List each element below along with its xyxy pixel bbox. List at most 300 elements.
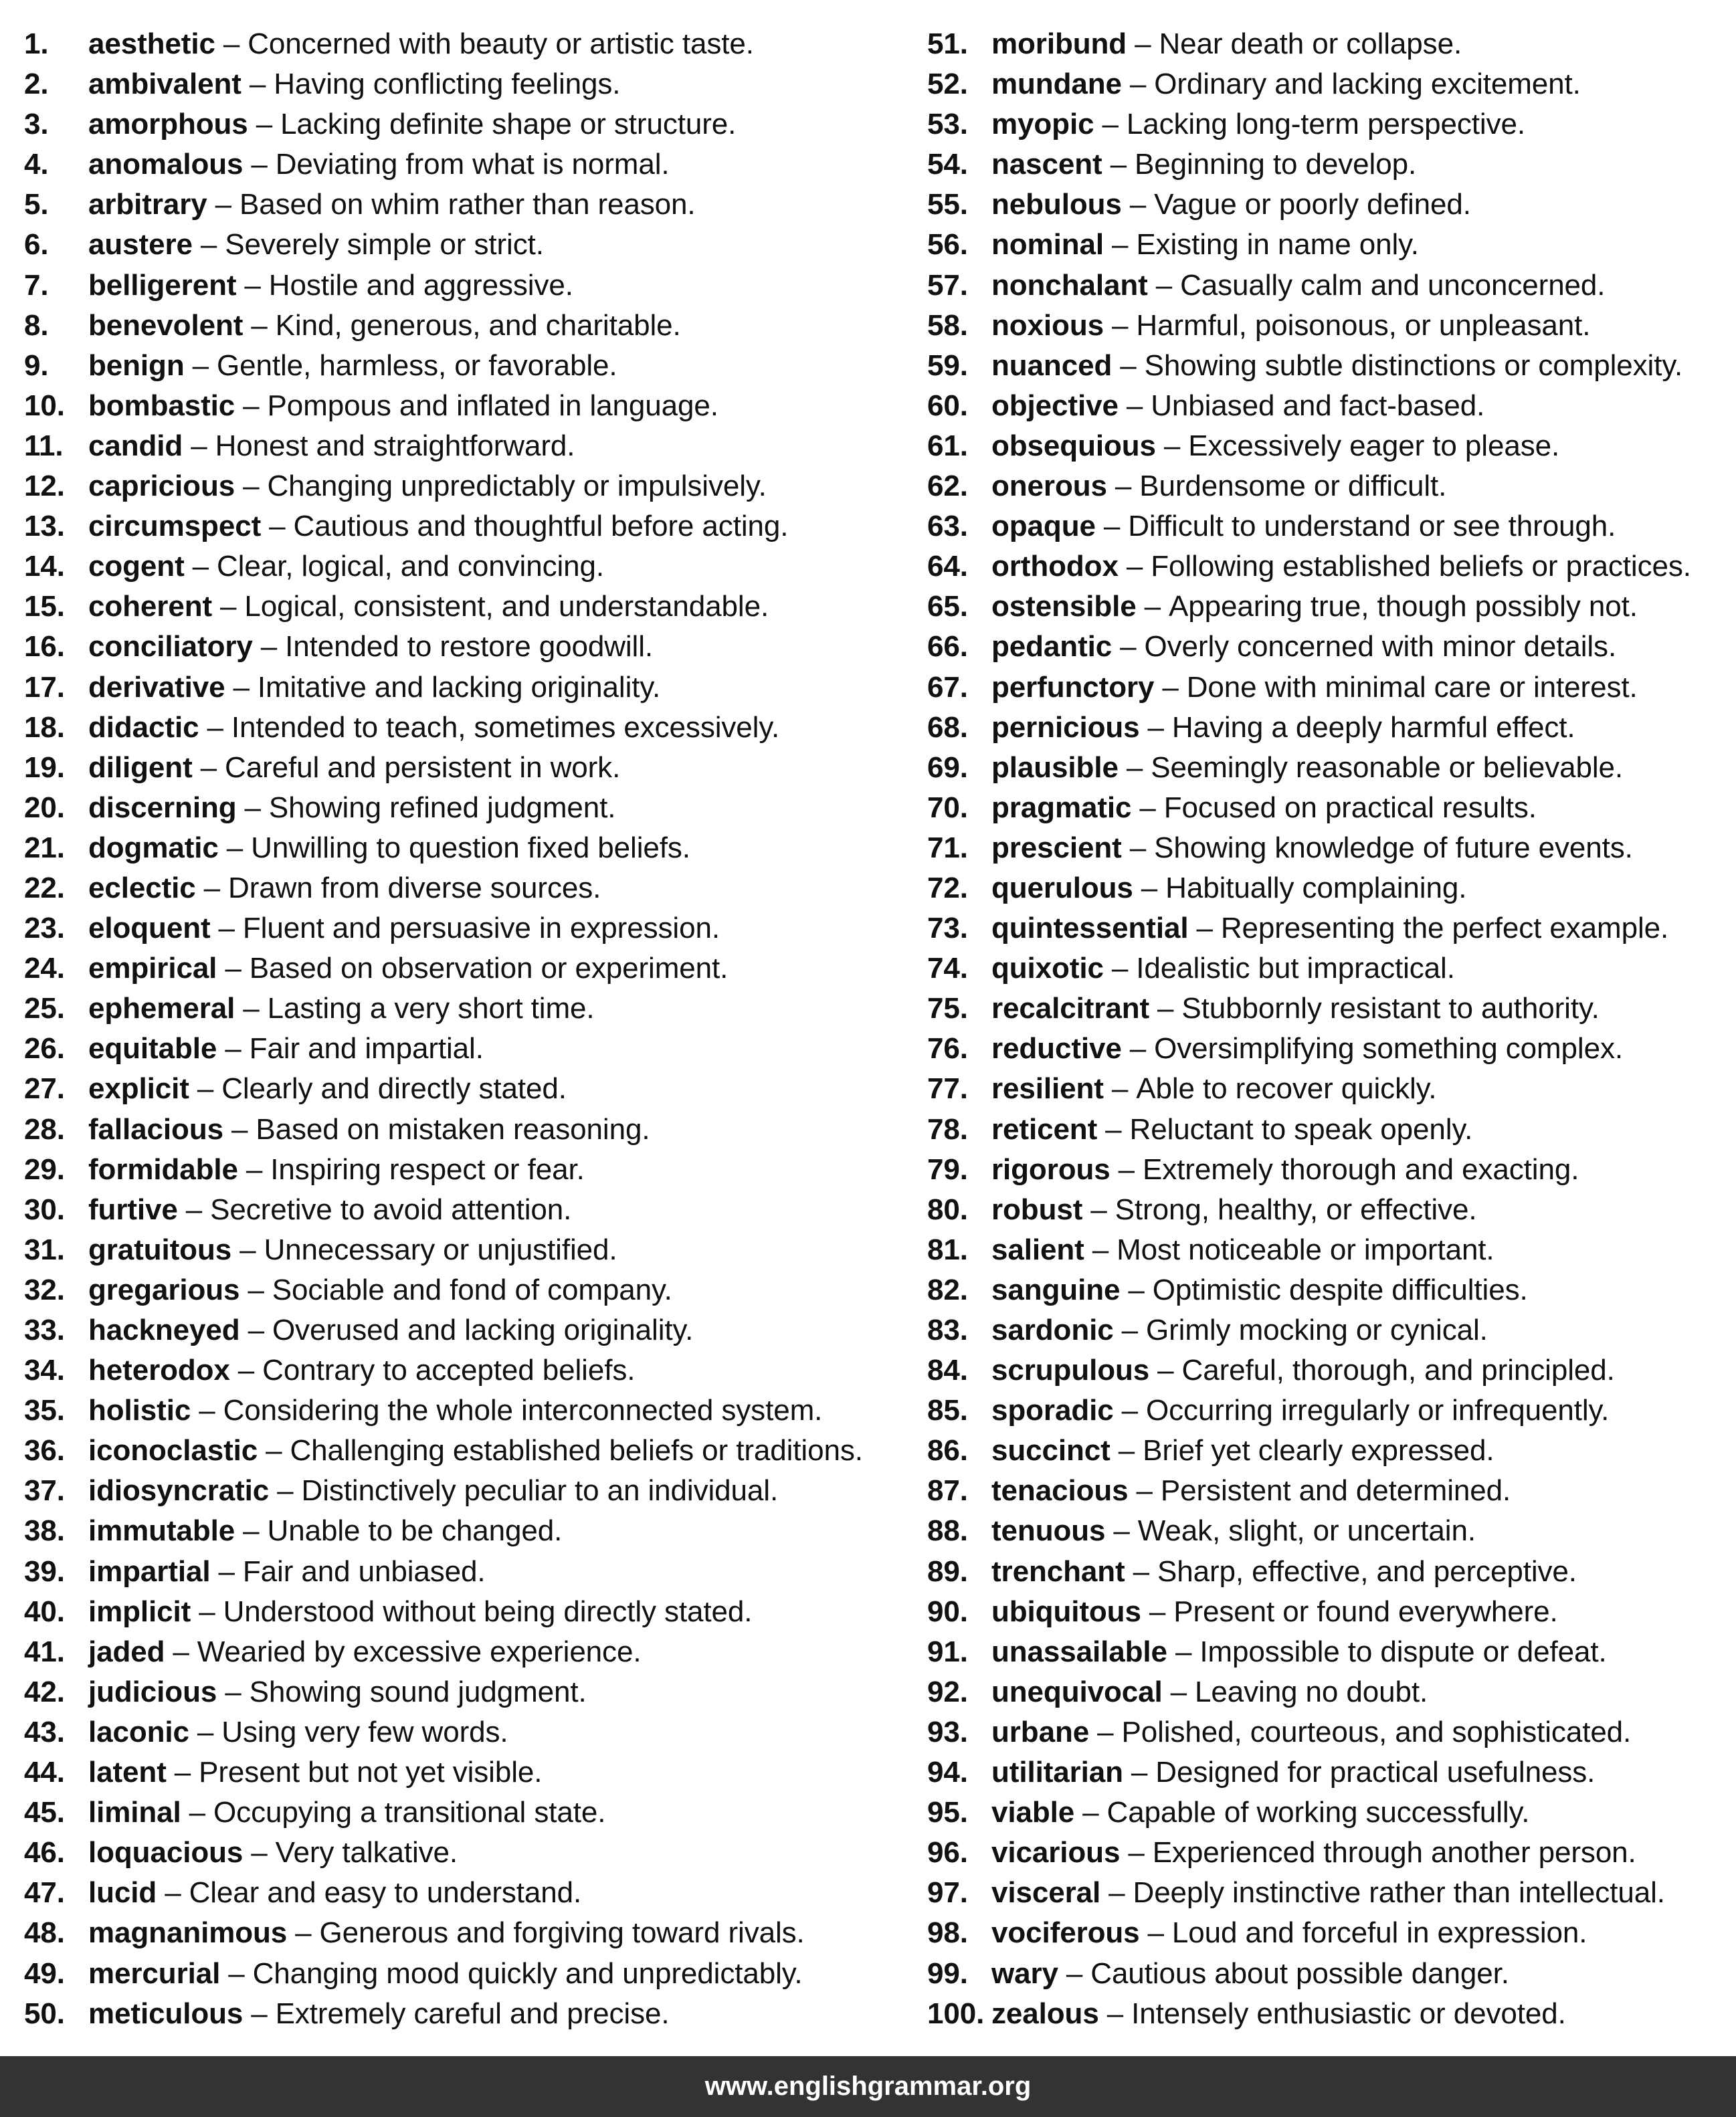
list-item bbox=[24, 1793, 914, 1833]
item-number: 14. bbox=[24, 550, 65, 583]
word-definition: Unable to be changed. bbox=[267, 1514, 563, 1548]
word-definition: Lasting a very short time. bbox=[267, 992, 595, 1025]
vocabulary-word: dogmatic bbox=[88, 831, 219, 864]
item-number: 9. bbox=[24, 348, 49, 382]
dash-separator: – bbox=[215, 188, 232, 221]
dash-separator: – bbox=[1092, 1233, 1109, 1266]
list-item bbox=[927, 1310, 1730, 1350]
list-item bbox=[927, 1431, 1730, 1471]
word-definition: Distinctively peculiar to an individual. bbox=[301, 1474, 779, 1508]
vocabulary-word: quixotic bbox=[991, 952, 1104, 985]
item-number: 92. bbox=[927, 1675, 968, 1708]
list-item bbox=[24, 185, 914, 225]
item-number: 100. bbox=[927, 1997, 985, 2030]
vocabulary-word: conciliatory bbox=[88, 630, 253, 664]
word-definition: Hostile and aggressive. bbox=[268, 268, 573, 302]
vocabulary-word: perfunctory bbox=[991, 670, 1155, 704]
dash-separator: – bbox=[225, 1032, 242, 1066]
dash-separator: – bbox=[1126, 550, 1143, 583]
word-definition: Showing knowledge of future events. bbox=[1154, 831, 1633, 864]
vocabulary-word: benevolent bbox=[88, 308, 244, 342]
list-item bbox=[24, 64, 914, 104]
word-definition: Strong, healthy, or effective. bbox=[1115, 1193, 1477, 1226]
list-item bbox=[927, 587, 1730, 627]
dash-separator: – bbox=[244, 268, 261, 302]
item-number: 62. bbox=[927, 470, 968, 503]
word-definition: Clearly and directly stated. bbox=[221, 1072, 567, 1106]
dash-separator: – bbox=[1090, 1193, 1107, 1226]
vocabulary-word: jaded bbox=[88, 1635, 165, 1668]
dash-separator: – bbox=[1128, 1273, 1145, 1306]
vocabulary-word: liminal bbox=[88, 1796, 181, 1829]
list-item bbox=[24, 386, 914, 426]
list-item bbox=[24, 1471, 914, 1511]
vocabulary-word: furtive bbox=[88, 1193, 178, 1226]
dash-separator: – bbox=[1157, 1354, 1174, 1387]
dash-separator: – bbox=[225, 1675, 242, 1708]
word-definition: Ordinary and lacking excitement. bbox=[1154, 68, 1581, 101]
vocabulary-word: cogent bbox=[88, 550, 185, 583]
word-definition: Changing mood quickly and unpredictably. bbox=[252, 1956, 803, 1990]
word-list-right-column bbox=[927, 24, 1730, 2034]
list-item bbox=[24, 225, 914, 265]
vocabulary-word: onerous bbox=[991, 470, 1107, 503]
list-item bbox=[927, 426, 1730, 466]
list-item bbox=[927, 1110, 1730, 1150]
vocabulary-word: orthodox bbox=[991, 550, 1119, 583]
list-item bbox=[24, 346, 914, 386]
list-item bbox=[927, 466, 1730, 506]
word-definition: Showing refined judgment. bbox=[268, 791, 616, 824]
vocabulary-word: latent bbox=[88, 1756, 167, 1789]
vocabulary-word: bombastic bbox=[88, 389, 235, 422]
list-item bbox=[24, 1391, 914, 1431]
item-number: 77. bbox=[927, 1072, 968, 1106]
vocabulary-word: ephemeral bbox=[88, 992, 235, 1025]
dash-separator: – bbox=[1133, 1554, 1149, 1588]
dash-separator: – bbox=[1102, 108, 1119, 141]
word-definition: Following established beliefs or practices. bbox=[1151, 550, 1691, 583]
vocabulary-word: gratuitous bbox=[88, 1233, 232, 1266]
vocabulary-word: impartial bbox=[88, 1554, 211, 1588]
vocabulary-word: immutable bbox=[88, 1514, 235, 1548]
item-number: 57. bbox=[927, 268, 968, 302]
dash-separator: – bbox=[1111, 308, 1129, 342]
dash-separator: – bbox=[1157, 992, 1174, 1025]
vocabulary-word: succinct bbox=[991, 1434, 1111, 1468]
vocabulary-word: wary bbox=[991, 1956, 1058, 1990]
item-number: 42. bbox=[24, 1675, 65, 1708]
word-definition: Deeply instinctive rather than intellectual. bbox=[1133, 1876, 1665, 1910]
vocabulary-word: magnanimous bbox=[88, 1916, 288, 1950]
word-definition: Overly concerned with minor details. bbox=[1144, 630, 1617, 664]
dash-separator: – bbox=[197, 1072, 214, 1106]
list-item bbox=[927, 1632, 1730, 1672]
word-definition: Based on mistaken reasoning. bbox=[256, 1112, 650, 1146]
word-definition: Deviating from what is normal. bbox=[275, 148, 670, 181]
dash-separator: – bbox=[226, 831, 244, 864]
vocabulary-word: opaque bbox=[991, 510, 1096, 543]
vocabulary-word: robust bbox=[991, 1193, 1083, 1226]
list-item bbox=[24, 1190, 914, 1230]
list-item bbox=[24, 748, 914, 788]
vocabulary-word: resilient bbox=[991, 1072, 1104, 1106]
list-item bbox=[927, 828, 1730, 868]
item-number: 95. bbox=[927, 1796, 968, 1829]
word-definition: Present or found everywhere. bbox=[1173, 1595, 1558, 1628]
vocabulary-word: hackneyed bbox=[88, 1314, 240, 1346]
word-definition: Honest and straightforward. bbox=[215, 429, 575, 462]
word-definition: Representing the perfect example. bbox=[1220, 912, 1669, 945]
item-number: 64. bbox=[927, 550, 968, 583]
vocabulary-word: gregarious bbox=[88, 1273, 240, 1306]
list-item bbox=[24, 1592, 914, 1632]
vocabulary-word: coherent bbox=[88, 590, 213, 623]
item-number: 54. bbox=[927, 148, 968, 181]
list-item bbox=[927, 1552, 1730, 1592]
list-item bbox=[24, 1672, 914, 1712]
word-definition: Near death or collapse. bbox=[1159, 27, 1462, 60]
item-number: 4. bbox=[24, 148, 49, 181]
dash-separator: – bbox=[1129, 68, 1147, 101]
list-item bbox=[927, 989, 1730, 1029]
dash-separator: – bbox=[1147, 710, 1164, 744]
word-definition: Weak, slight, or uncertain. bbox=[1137, 1514, 1476, 1548]
vocabulary-word: eloquent bbox=[88, 912, 211, 945]
vocabulary-word: pernicious bbox=[991, 710, 1140, 744]
list-item bbox=[927, 1350, 1730, 1391]
list-item bbox=[927, 1029, 1730, 1069]
item-number: 98. bbox=[927, 1916, 968, 1950]
dash-separator: – bbox=[243, 992, 260, 1025]
list-item bbox=[927, 1833, 1730, 1873]
vocabulary-word: vicarious bbox=[991, 1836, 1121, 1870]
list-item bbox=[24, 908, 914, 948]
vocabulary-word: vociferous bbox=[991, 1916, 1140, 1950]
vocabulary-word: visceral bbox=[991, 1876, 1101, 1910]
word-definition: Using very few words. bbox=[221, 1715, 508, 1748]
vocabulary-word: reductive bbox=[991, 1032, 1122, 1066]
item-number: 81. bbox=[927, 1233, 968, 1266]
item-number: 91. bbox=[927, 1635, 968, 1668]
dash-separator: – bbox=[239, 1233, 256, 1266]
word-definition: Logical, consistent, and understandable. bbox=[244, 590, 769, 623]
dash-separator: – bbox=[200, 750, 217, 784]
list-item bbox=[927, 627, 1730, 667]
dash-separator: – bbox=[246, 1152, 263, 1186]
item-number: 75. bbox=[927, 992, 968, 1025]
list-item bbox=[927, 225, 1730, 265]
dash-separator: – bbox=[243, 1514, 260, 1548]
word-definition: Sociable and fond of company. bbox=[272, 1273, 672, 1306]
vocabulary-word: nonchalant bbox=[991, 268, 1148, 302]
dash-separator: – bbox=[244, 791, 261, 824]
dash-separator: – bbox=[1097, 1715, 1114, 1748]
vocabulary-word: discerning bbox=[88, 791, 237, 824]
list-item bbox=[24, 104, 914, 144]
dash-separator: – bbox=[251, 308, 268, 342]
dash-separator: – bbox=[192, 550, 209, 583]
word-definition: Stubbornly resistant to authority. bbox=[1181, 992, 1600, 1025]
dash-separator: – bbox=[1118, 1152, 1135, 1186]
list-item bbox=[24, 466, 914, 506]
word-definition: Fair and impartial. bbox=[249, 1032, 484, 1066]
vocabulary-word: arbitrary bbox=[88, 188, 207, 221]
word-definition: Beginning to develop. bbox=[1134, 148, 1417, 181]
dash-separator: – bbox=[189, 1796, 206, 1829]
dash-separator: – bbox=[1149, 1595, 1166, 1628]
word-definition: Having a deeply harmful effect. bbox=[1171, 710, 1575, 744]
word-definition: Most noticeable or important. bbox=[1117, 1233, 1494, 1266]
word-definition: Imitative and lacking originality. bbox=[257, 670, 661, 704]
dash-separator: – bbox=[1082, 1796, 1099, 1829]
dash-separator: – bbox=[1121, 1314, 1138, 1346]
item-number: 94. bbox=[927, 1756, 968, 1789]
list-item bbox=[927, 306, 1730, 346]
dash-separator: – bbox=[256, 108, 273, 141]
word-definition: Intensely enthusiastic or devoted. bbox=[1131, 1997, 1566, 2030]
vocabulary-word: formidable bbox=[88, 1152, 238, 1186]
list-item bbox=[927, 24, 1730, 64]
word-definition: Burdensome or difficult. bbox=[1139, 470, 1447, 503]
item-number: 55. bbox=[927, 188, 968, 221]
list-item bbox=[24, 1712, 914, 1752]
item-number: 53. bbox=[927, 108, 968, 141]
word-definition: Oversimplifying something complex. bbox=[1154, 1032, 1623, 1066]
list-item bbox=[24, 1954, 914, 1994]
item-number: 30. bbox=[24, 1193, 65, 1226]
word-list-left-column bbox=[24, 24, 914, 2034]
word-definition: Changing unpredictably or impulsively. bbox=[267, 470, 767, 503]
vocabulary-word: objective bbox=[991, 389, 1119, 422]
item-number: 50. bbox=[24, 1997, 65, 2030]
vocabulary-word: pedantic bbox=[991, 630, 1113, 664]
dash-separator: – bbox=[218, 912, 235, 945]
list-item bbox=[24, 546, 914, 587]
list-item bbox=[927, 144, 1730, 185]
dash-separator: – bbox=[1111, 952, 1129, 985]
dash-separator: – bbox=[1113, 1514, 1130, 1548]
dash-separator: – bbox=[1175, 1635, 1192, 1668]
item-number: 39. bbox=[24, 1554, 65, 1588]
dash-separator: – bbox=[1066, 1956, 1083, 1990]
item-number: 8. bbox=[24, 308, 49, 342]
vocabulary-word: scrupulous bbox=[991, 1354, 1150, 1387]
dash-separator: – bbox=[237, 1354, 255, 1387]
item-number: 32. bbox=[24, 1273, 65, 1306]
list-item bbox=[24, 828, 914, 868]
item-number: 5. bbox=[24, 188, 49, 221]
dash-separator: – bbox=[251, 1836, 268, 1870]
vocabulary-word: mundane bbox=[991, 68, 1122, 101]
dash-separator: – bbox=[248, 1273, 264, 1306]
list-item bbox=[927, 1069, 1730, 1109]
list-item bbox=[927, 1391, 1730, 1431]
list-item bbox=[927, 1230, 1730, 1270]
word-definition: Cautious about possible danger. bbox=[1090, 1956, 1509, 1990]
dash-separator: – bbox=[1120, 630, 1137, 664]
item-number: 22. bbox=[24, 871, 65, 904]
item-number: 35. bbox=[24, 1394, 65, 1427]
vocabulary-word: sanguine bbox=[991, 1273, 1121, 1306]
vocabulary-word: pragmatic bbox=[991, 791, 1132, 824]
dash-separator: – bbox=[220, 590, 237, 623]
vocabulary-word: fallacious bbox=[88, 1112, 223, 1146]
list-item bbox=[24, 1110, 914, 1150]
dash-separator: – bbox=[191, 429, 207, 462]
dash-separator: – bbox=[228, 1956, 245, 1990]
item-number: 74. bbox=[927, 952, 968, 985]
item-number: 90. bbox=[927, 1595, 968, 1628]
vocabulary-word: ostensible bbox=[991, 590, 1137, 623]
item-number: 37. bbox=[24, 1474, 65, 1508]
item-number: 13. bbox=[24, 510, 65, 543]
vocabulary-word: tenuous bbox=[991, 1514, 1106, 1548]
word-definition: Designed for practical usefulness. bbox=[1155, 1756, 1596, 1789]
dash-separator: – bbox=[1110, 148, 1127, 181]
word-definition: Wearied by excessive experience. bbox=[197, 1635, 642, 1668]
list-item bbox=[927, 1150, 1730, 1190]
list-item bbox=[927, 748, 1730, 788]
dash-separator: – bbox=[249, 68, 266, 101]
word-definition: Considering the whole interconnected system. bbox=[223, 1394, 823, 1427]
dash-separator: – bbox=[1196, 912, 1213, 945]
dash-separator: – bbox=[200, 228, 217, 262]
list-item bbox=[24, 668, 914, 708]
word-definition: Overused and lacking originality. bbox=[272, 1314, 694, 1346]
word-definition: Having conflicting feelings. bbox=[274, 68, 621, 101]
list-item bbox=[24, 306, 914, 346]
dash-separator: – bbox=[225, 952, 242, 985]
word-definition: Fluent and persuasive in expression. bbox=[242, 912, 720, 945]
word-definition: Kind, generous, and charitable. bbox=[275, 308, 681, 342]
vocabulary-word: diligent bbox=[88, 750, 193, 784]
item-number: 85. bbox=[927, 1394, 968, 1427]
list-item bbox=[927, 1954, 1730, 1994]
vocabulary-word: austere bbox=[88, 228, 193, 262]
item-number: 48. bbox=[24, 1916, 65, 1950]
dash-separator: – bbox=[1103, 510, 1121, 543]
footer-url[interactable]: www.englishgrammar.org bbox=[704, 2072, 1032, 2101]
dash-separator: – bbox=[1131, 1756, 1148, 1789]
vocabulary-word: recalcitrant bbox=[991, 992, 1150, 1025]
vocabulary-word: mercurial bbox=[88, 1956, 221, 1990]
word-definition: Done with minimal care or interest. bbox=[1186, 670, 1638, 704]
word-definition: Gentle, harmless, or favorable. bbox=[216, 348, 617, 382]
item-number: 23. bbox=[24, 912, 65, 945]
word-definition: Occurring irregularly or infrequently. bbox=[1145, 1394, 1610, 1427]
vocabulary-word: sardonic bbox=[991, 1314, 1114, 1346]
word-definition: Intended to restore goodwill. bbox=[285, 630, 654, 664]
vocabulary-word: ubiquitous bbox=[991, 1595, 1141, 1628]
dash-separator: – bbox=[223, 27, 240, 60]
item-number: 24. bbox=[24, 952, 65, 985]
item-number: 43. bbox=[24, 1715, 65, 1748]
vocabulary-word: iconoclastic bbox=[88, 1434, 258, 1468]
word-definition: Drawn from diverse sources. bbox=[228, 871, 601, 904]
word-definition: Seemingly reasonable or believable. bbox=[1151, 750, 1624, 784]
list-item bbox=[927, 1511, 1730, 1551]
item-number: 83. bbox=[927, 1314, 968, 1346]
word-definition: Lacking definite shape or structure. bbox=[280, 108, 737, 141]
word-definition: Contrary to accepted beliefs. bbox=[262, 1354, 636, 1387]
dash-separator: – bbox=[1118, 1434, 1135, 1468]
vocabulary-word: eclectic bbox=[88, 871, 196, 904]
list-item bbox=[927, 1592, 1730, 1632]
item-number: 67. bbox=[927, 670, 968, 704]
dash-separator: – bbox=[1129, 831, 1147, 864]
vocabulary-word: holistic bbox=[88, 1394, 191, 1427]
vocabulary-word: myopic bbox=[991, 108, 1094, 141]
vocabulary-word: utilitarian bbox=[991, 1756, 1123, 1789]
dash-separator: – bbox=[266, 1434, 282, 1468]
dash-separator: – bbox=[1141, 871, 1158, 904]
word-definition: Based on whim rather than reason. bbox=[239, 188, 696, 221]
list-item bbox=[927, 1994, 1730, 2034]
item-number: 78. bbox=[927, 1112, 968, 1146]
list-item bbox=[927, 908, 1730, 948]
dash-separator: – bbox=[295, 1916, 312, 1950]
vocabulary-word: nominal bbox=[991, 228, 1104, 262]
word-definition: Inspiring respect or fear. bbox=[270, 1152, 585, 1186]
word-definition: Reluctant to speak openly. bbox=[1129, 1112, 1473, 1146]
item-number: 51. bbox=[927, 27, 968, 60]
item-number: 12. bbox=[24, 470, 65, 503]
vocabulary-word: nascent bbox=[991, 148, 1102, 181]
vocabulary-word: urbane bbox=[991, 1715, 1090, 1748]
item-number: 76. bbox=[927, 1032, 968, 1066]
item-number: 58. bbox=[927, 308, 968, 342]
word-definition: Generous and forgiving toward rivals. bbox=[319, 1916, 805, 1950]
list-item bbox=[24, 1270, 914, 1310]
word-definition: Harmful, poisonous, or unpleasant. bbox=[1136, 308, 1591, 342]
dash-separator: – bbox=[1126, 389, 1143, 422]
word-definition: Challenging established beliefs or traditions. bbox=[290, 1434, 863, 1468]
list-item bbox=[927, 346, 1730, 386]
dash-separator: – bbox=[1135, 27, 1151, 60]
word-definition: Sharp, effective, and perceptive. bbox=[1157, 1554, 1577, 1588]
list-item bbox=[24, 868, 914, 908]
list-item bbox=[24, 1431, 914, 1471]
word-definition: Loud and forceful in expression. bbox=[1171, 1916, 1587, 1950]
word-definition: Excessively eager to please. bbox=[1188, 429, 1560, 462]
dash-separator: – bbox=[1111, 228, 1129, 262]
vocabulary-word: ambivalent bbox=[88, 68, 242, 101]
vocabulary-word: idiosyncratic bbox=[88, 1474, 270, 1508]
item-number: 36. bbox=[24, 1434, 65, 1468]
vocabulary-word: meticulous bbox=[88, 1997, 244, 2030]
word-definition: Intended to teach, sometimes excessively. bbox=[231, 710, 780, 744]
list-item bbox=[927, 64, 1730, 104]
list-item bbox=[24, 1069, 914, 1109]
item-number: 70. bbox=[927, 791, 968, 824]
word-definition: Present but not yet visible. bbox=[199, 1756, 543, 1789]
list-item bbox=[24, 1029, 914, 1069]
item-number: 31. bbox=[24, 1233, 65, 1266]
item-number: 79. bbox=[927, 1152, 968, 1186]
item-number: 63. bbox=[927, 510, 968, 543]
item-number: 17. bbox=[24, 670, 65, 704]
vocabulary-word: unequivocal bbox=[991, 1675, 1163, 1708]
vocabulary-word: unassailable bbox=[991, 1635, 1167, 1668]
dash-separator: – bbox=[203, 871, 221, 904]
dash-separator: – bbox=[192, 348, 209, 382]
word-definition: Occupying a transitional state. bbox=[213, 1796, 606, 1829]
word-definition: Capable of working successfully. bbox=[1106, 1796, 1530, 1829]
list-item bbox=[927, 386, 1730, 426]
list-item bbox=[927, 1270, 1730, 1310]
item-number: 96. bbox=[927, 1836, 968, 1870]
